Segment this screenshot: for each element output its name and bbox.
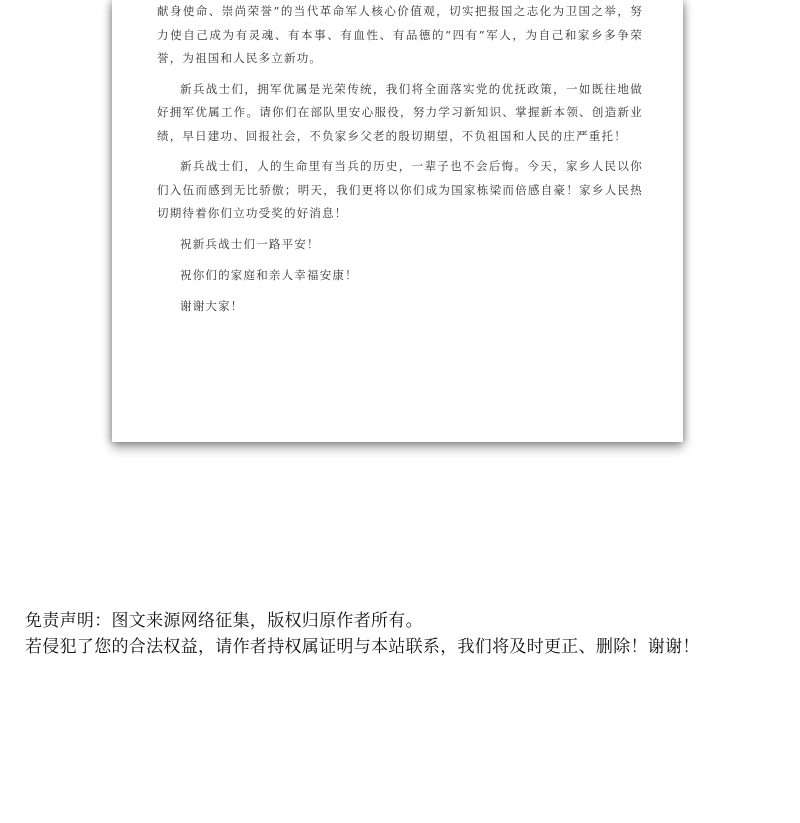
disclaimer-line-1: 免责声明：图文来源网络征集，版权归原作者所有。 — [25, 611, 423, 631]
paragraph-2: 新兵战士们，拥军优属是光荣传统，我们将全面落实党的优抚政策，一如既往地做好拥军优属工作。请你们在部队里安心服役，努力学习新知识、掌握新本领、创造新业绩，早日建功、回报社会，不负家乡父老的殷切期望，不负祖国和人民的庄严重托！ — [157, 81, 643, 143]
closing-line-thanks: 谢谢大家！ — [180, 299, 244, 313]
paragraph-3: 新兵战士们，人的生命里有当兵的历史，一辈子也不会后悔。今天，家乡人民以你们入伍而感到无比骄傲；明天，我们更将以你们成为国家栋梁而倍感自豪！家乡人民热切期待着你们立功受奖的好消息！ — [157, 159, 643, 220]
disclaimer-line-2: 若侵犯了您的合法权益，请作者持权属证明与本站联系，我们将及时更正、删除！谢谢！ — [25, 637, 700, 657]
disclaimer — [25, 608, 785, 660]
document-page — [112, 0, 683, 442]
closing-line-wishes: 祝你们的家庭和亲人幸福安康！ — [180, 268, 358, 282]
paragraph-1: 献身使命、崇尚荣誉”的当代革命军人核心价值观，切实把报国之志化为卫国之举，努力使自己成为有灵魂、有本事、有血性、有品德的“四有”军人，为自己和家乡多争荣誉，为祖国和人民多立新功。 — [157, 4, 643, 65]
closing-line-farewell: 祝新兵战士们一路平安！ — [180, 237, 320, 251]
